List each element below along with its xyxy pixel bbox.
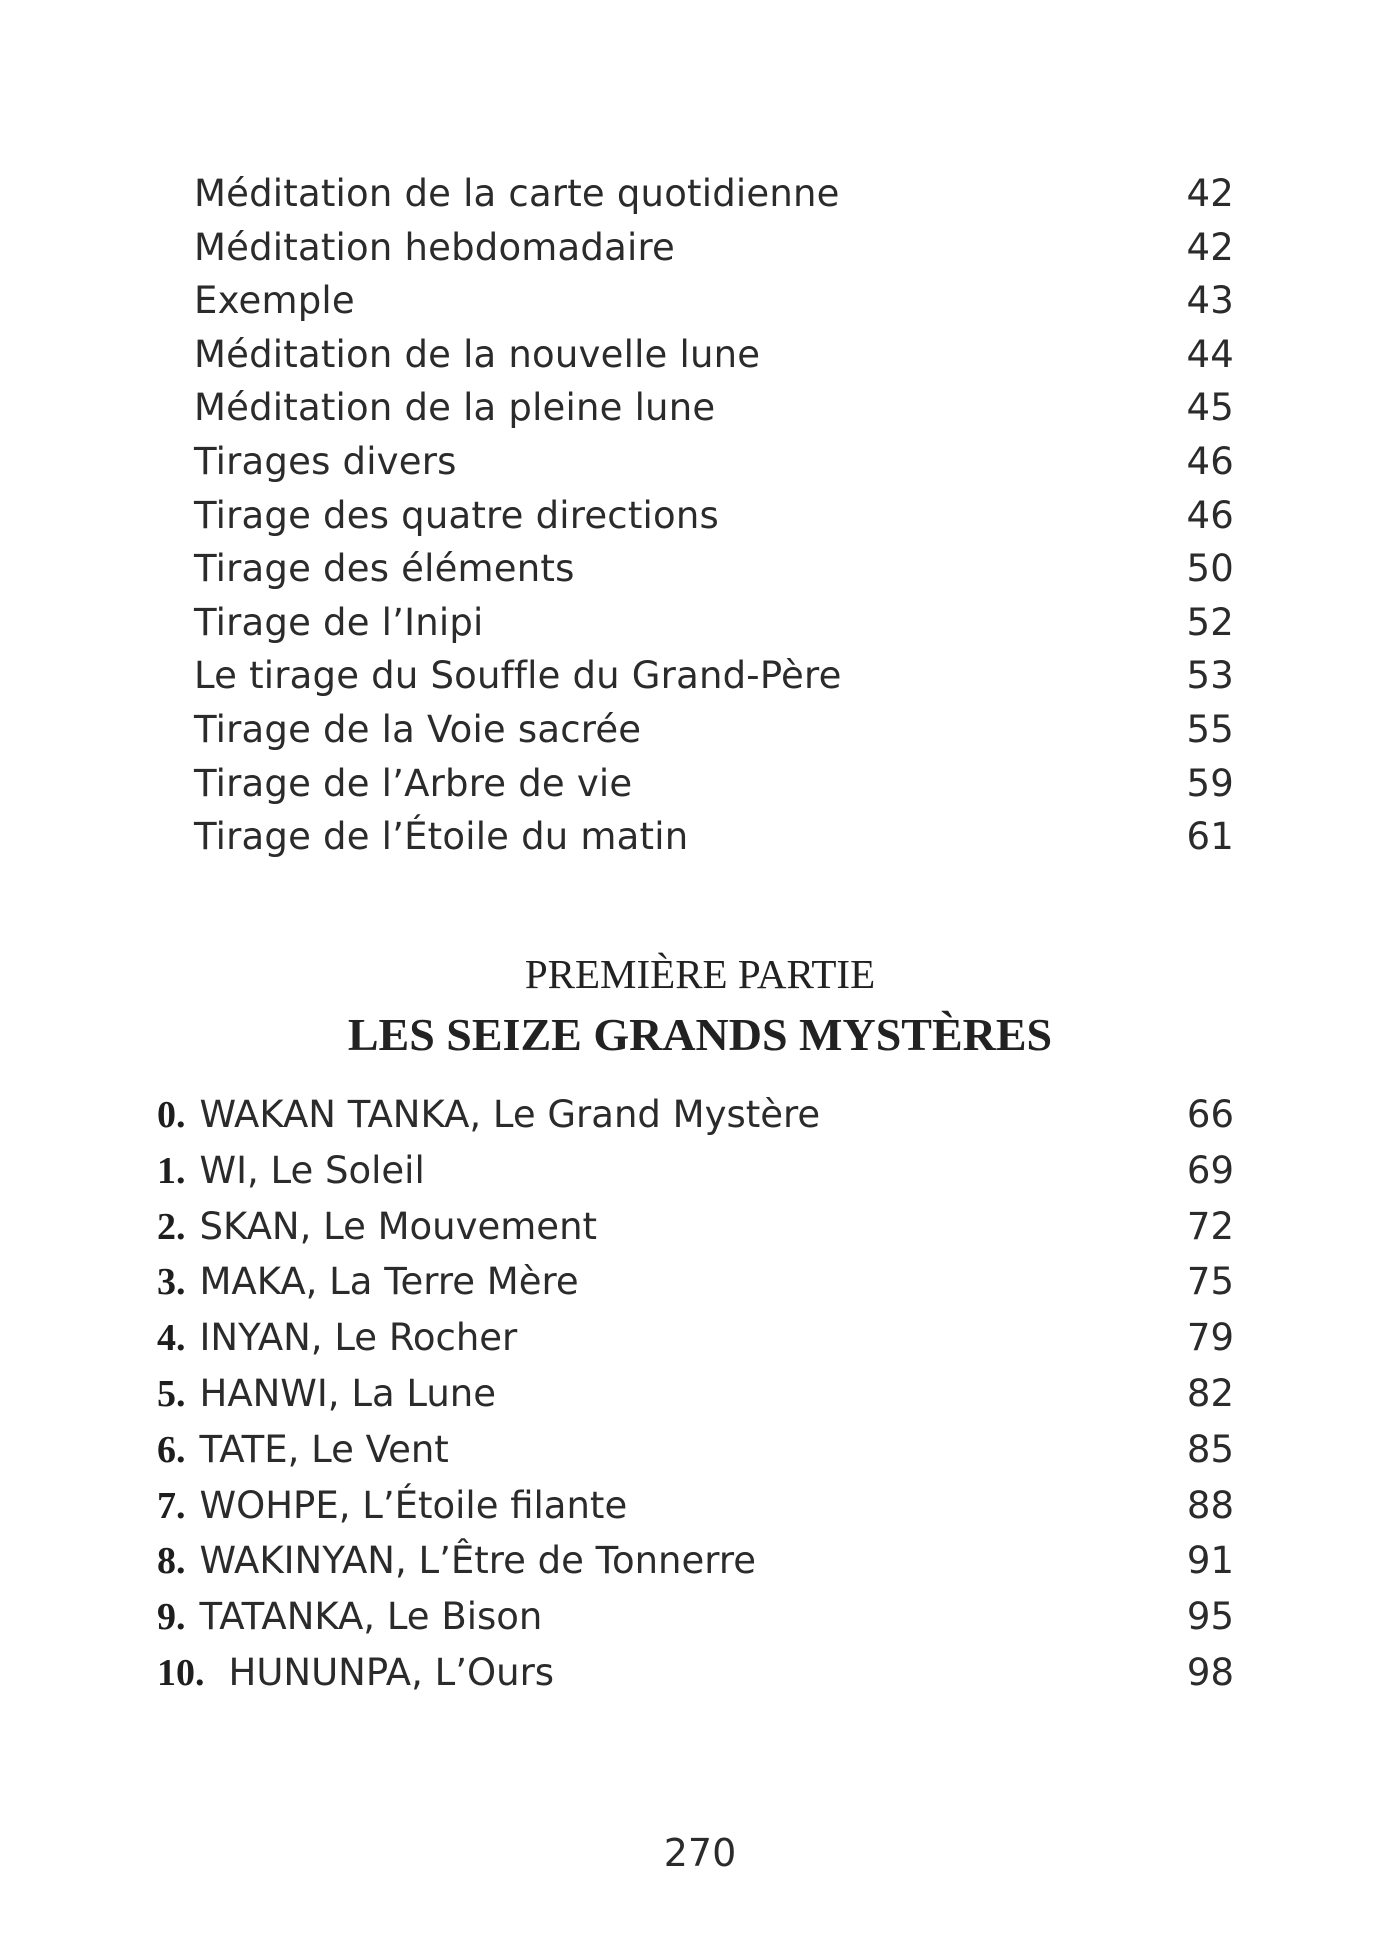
- mystery-title: WAKAN TANKA, Le Grand Mystère: [199, 1093, 821, 1136]
- mystery-entry[interactable]: [157, 1316, 1234, 1372]
- toc-entry-page: 55: [1186, 707, 1234, 751]
- toc-entry-page: 46: [1186, 493, 1234, 537]
- toc-entry-title: Tirage de l’Inipi: [194, 600, 484, 644]
- toc-entry-title: Méditation de la pleine lune: [194, 386, 716, 430]
- mystery-entry[interactable]: [157, 1205, 1234, 1261]
- mystery-page: 69: [1186, 1148, 1234, 1192]
- toc-entry-page: 50: [1186, 547, 1234, 591]
- toc-entry-page: 45: [1186, 386, 1234, 430]
- mystery-page: 91: [1186, 1539, 1234, 1583]
- mystery-number: 1.: [157, 1149, 186, 1192]
- mystery-entry[interactable]: [157, 1260, 1234, 1316]
- mystery-title: HUNUNPA, L’Ours: [228, 1650, 555, 1694]
- mystery-entry[interactable]: [157, 1539, 1234, 1595]
- mystery-title: TATE, Le Vent: [199, 1427, 449, 1471]
- toc-entry-title: Exemple: [194, 279, 355, 323]
- toc-entry-title: Tirage de l’Arbre de vie: [194, 761, 633, 805]
- mystery-title: TATANKA, Le Bison: [199, 1595, 543, 1639]
- mystery-title: MAKA, La Terre Mère: [199, 1260, 579, 1304]
- mystery-page: 79: [1186, 1316, 1234, 1360]
- mystery-number: 6.: [157, 1428, 186, 1471]
- toc-entry-title: Tirage de l’Étoile du matin: [194, 815, 689, 859]
- part-label: PREMIÈRE PARTIE: [524, 951, 876, 997]
- mystery-number: 8.: [157, 1540, 186, 1583]
- mystery-page: 85: [1186, 1427, 1234, 1471]
- mystery-page: 98: [1186, 1650, 1234, 1694]
- page-number: 270: [663, 1831, 737, 1875]
- toc-entry-title: Tirage de la Voie sacrée: [194, 707, 642, 751]
- toc-entry-page: 46: [1186, 439, 1234, 483]
- mystery-entry[interactable]: [157, 1372, 1234, 1428]
- toc-entry-title: Méditation de la nouvelle lune: [194, 332, 761, 376]
- mystery-number: 2.: [157, 1205, 186, 1248]
- mystery-entry[interactable]: [157, 1149, 1234, 1205]
- mystery-title: SKAN, Le Mouvement: [199, 1204, 598, 1248]
- mystery-title: WOHPE, L’Étoile filante: [199, 1483, 628, 1527]
- toc-entry-page: 42: [1186, 172, 1234, 215]
- mystery-title: WI, Le Soleil: [199, 1148, 425, 1192]
- toc-entry[interactable]: [194, 440, 1234, 494]
- toc-entry[interactable]: [194, 226, 1234, 280]
- toc-entry-title: Tirage des éléments: [194, 547, 575, 591]
- mystery-number: 7.: [157, 1484, 186, 1527]
- mystery-page: 72: [1186, 1204, 1234, 1248]
- mystery-title: WAKINYAN, L’Être de Tonnerre: [199, 1539, 756, 1583]
- mystery-number: 4.: [157, 1317, 186, 1360]
- toc-entry-page: 42: [1186, 225, 1234, 269]
- toc-entry[interactable]: [194, 547, 1234, 601]
- mystery-entry[interactable]: [157, 1651, 1234, 1707]
- intro-toc-list: [194, 172, 1234, 869]
- mystery-page: 88: [1186, 1483, 1234, 1527]
- toc-entry-page: 44: [1186, 332, 1234, 376]
- mysteries-toc-list: [157, 1093, 1234, 1707]
- mystery-entry[interactable]: [157, 1093, 1234, 1149]
- toc-entry[interactable]: [194, 333, 1234, 387]
- toc-entry[interactable]: [194, 494, 1234, 548]
- mystery-number: 3.: [157, 1261, 186, 1304]
- mystery-entry[interactable]: [157, 1484, 1234, 1540]
- mystery-number: 0.: [157, 1094, 186, 1136]
- toc-entry[interactable]: [194, 601, 1234, 655]
- toc-entry[interactable]: [194, 654, 1234, 708]
- mystery-entry[interactable]: [157, 1595, 1234, 1651]
- toc-entry-page: 43: [1186, 279, 1234, 323]
- mystery-page: 75: [1186, 1260, 1234, 1304]
- toc-entry-page: 61: [1186, 815, 1234, 859]
- toc-entry-title: Méditation de la carte quotidienne: [194, 172, 840, 215]
- mystery-title: HANWI, La Lune: [199, 1371, 497, 1415]
- toc-entry-title: Méditation hebdomadaire: [194, 225, 676, 269]
- part-title: LES SEIZE GRANDS MYSTÈRES: [347, 1009, 1053, 1060]
- mystery-page: 66: [1186, 1093, 1234, 1136]
- mystery-entry[interactable]: [157, 1428, 1234, 1484]
- mystery-page: 95: [1186, 1595, 1234, 1639]
- toc-entry[interactable]: [194, 708, 1234, 762]
- toc-entry-page: 53: [1186, 654, 1234, 698]
- toc-entry-page: 59: [1186, 761, 1234, 805]
- toc-entry-title: Tirage des quatre directions: [194, 493, 719, 537]
- toc-entry-page: 52: [1186, 600, 1234, 644]
- toc-entry-title: Le tirage du Souffle du Grand-Père: [194, 654, 842, 698]
- toc-entry[interactable]: [194, 762, 1234, 816]
- mystery-number: 10.: [157, 1651, 205, 1694]
- toc-entry[interactable]: [194, 815, 1234, 869]
- toc-entry[interactable]: [194, 279, 1234, 333]
- mystery-number: 9.: [157, 1596, 186, 1639]
- mystery-number: 5.: [157, 1372, 186, 1415]
- toc-entry[interactable]: [194, 172, 1234, 226]
- mystery-page: 82: [1186, 1371, 1234, 1415]
- mystery-title: INYAN, Le Rocher: [199, 1316, 518, 1360]
- toc-entry[interactable]: [194, 386, 1234, 440]
- toc-entry-title: Tirages divers: [194, 439, 457, 483]
